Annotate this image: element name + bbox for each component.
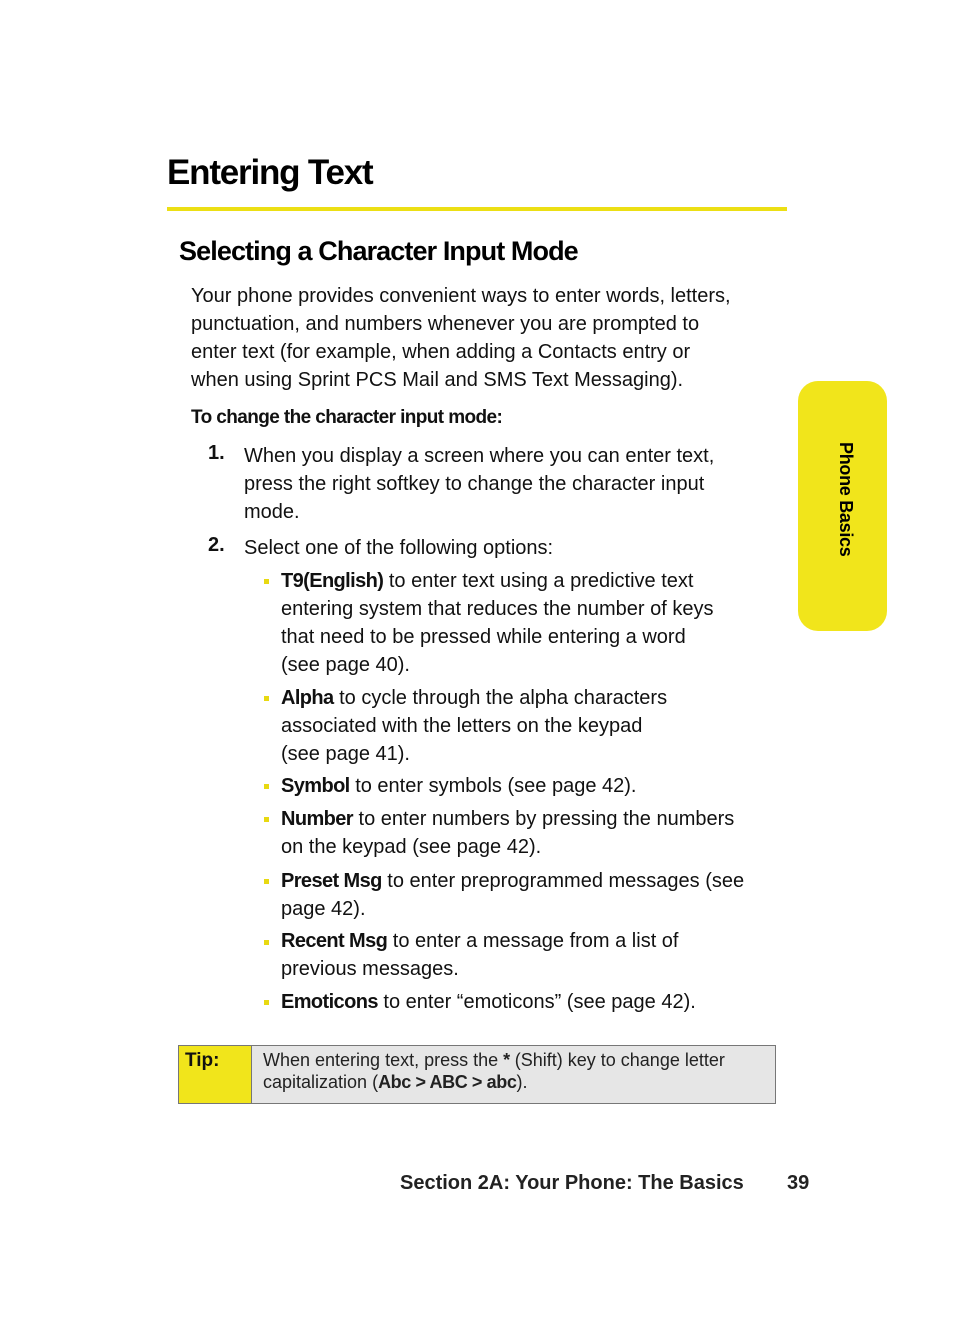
option-item: [281, 927, 679, 983]
bullet-icon: [264, 940, 269, 945]
step-number: 2.: [208, 534, 225, 556]
bullet-icon: [264, 784, 269, 789]
option-desc: to enter numbers by pressing the numbers: [352, 808, 735, 830]
title-rule: [167, 207, 787, 211]
tip-text-part: capitalization (: [263, 1072, 379, 1092]
tip-key: Abc > ABC > abc: [378, 1072, 517, 1092]
footer-section: Section 2A: Your Phone: The Basics: [400, 1172, 744, 1194]
option-name: Alpha: [281, 687, 334, 709]
section-heading: Selecting a Character Input Mode: [179, 236, 578, 266]
intro-paragraph: [191, 282, 791, 394]
option-name: Symbol: [281, 775, 350, 797]
option-name: Number: [281, 808, 353, 830]
option-line: [281, 867, 744, 895]
option-line: (see page 41).: [281, 743, 410, 765]
option-item: [281, 805, 734, 861]
bullet-icon: [264, 696, 269, 701]
option-name: Preset Msg: [281, 870, 382, 892]
option-line: that need to be pressed while entering a word: [281, 626, 686, 648]
side-tab-label: Phone Basics: [836, 442, 856, 557]
tip-label: Tip:: [185, 1050, 220, 1071]
procedure-title: To change the character input mode:: [191, 407, 503, 428]
step-text: [244, 442, 714, 526]
option-item: [281, 988, 696, 1016]
option-line: [281, 805, 734, 833]
option-line: [281, 684, 667, 712]
option-name: T9(English): [281, 570, 384, 592]
tip-text-part: ).: [516, 1072, 528, 1092]
tip-line: [263, 1071, 725, 1093]
page-number: 39: [787, 1172, 810, 1194]
option-line: [281, 772, 636, 800]
tip-label-cell: [179, 1046, 252, 1103]
bullet-icon: [264, 879, 269, 884]
tip-box: [178, 1045, 776, 1104]
option-line: associated with the letters on the keypad: [281, 715, 643, 737]
step-line: When you display a screen where you can enter text,: [244, 445, 715, 467]
tip-text-part: (Shift) key to change letter: [509, 1050, 725, 1070]
bullet-icon: [264, 579, 269, 584]
step-text: [244, 534, 553, 562]
intro-line: punctuation, and numbers whenever you are prompted to: [191, 313, 700, 335]
option-name: Emoticons: [281, 991, 378, 1013]
step-line: press the right softkey to change the character input: [244, 473, 705, 495]
option-item: [281, 684, 667, 768]
option-line: page 42).: [281, 898, 366, 920]
tip-text-part: When entering text, press the: [263, 1050, 504, 1070]
side-tab: [798, 381, 887, 631]
option-line: previous messages.: [281, 958, 459, 980]
option-desc: to enter “emoticons” (see page 42).: [377, 991, 696, 1013]
tip-key: *: [503, 1050, 510, 1070]
option-name: Recent Msg: [281, 930, 388, 952]
option-line: [281, 567, 713, 595]
option-item: [281, 867, 744, 923]
option-line: on the keypad (see page 42).: [281, 836, 542, 858]
option-desc: to enter preprogrammed messages (see: [381, 870, 745, 892]
bullet-icon: [264, 817, 269, 822]
step-line: Select one of the following options:: [244, 537, 554, 559]
option-desc: to cycle through the alpha characters: [333, 687, 668, 709]
tip-text: [263, 1049, 725, 1093]
option-line: [281, 988, 696, 1016]
option-line: entering system that reduces the number of keys: [281, 598, 714, 620]
option-line: (see page 40).: [281, 654, 410, 676]
intro-line: Your phone provides convenient ways to enter words, letters,: [191, 285, 731, 307]
step-line: mode.: [244, 501, 300, 523]
intro-line: enter text (for example, when adding a Contacts entry or: [191, 341, 691, 363]
step-number: 1.: [208, 442, 225, 464]
intro-line: when using Sprint PCS Mail and SMS Text Messaging).: [191, 369, 684, 391]
option-desc: to enter text using a predictive text: [383, 570, 694, 592]
tip-line: [263, 1049, 725, 1071]
option-desc: to enter symbols (see page 42).: [349, 775, 637, 797]
option-item: [281, 772, 636, 800]
page-title: Entering Text: [167, 153, 373, 192]
bullet-icon: [264, 1000, 269, 1005]
option-line: [281, 927, 679, 955]
option-item: [281, 567, 713, 679]
option-desc: to enter a message from a list of: [387, 930, 679, 952]
